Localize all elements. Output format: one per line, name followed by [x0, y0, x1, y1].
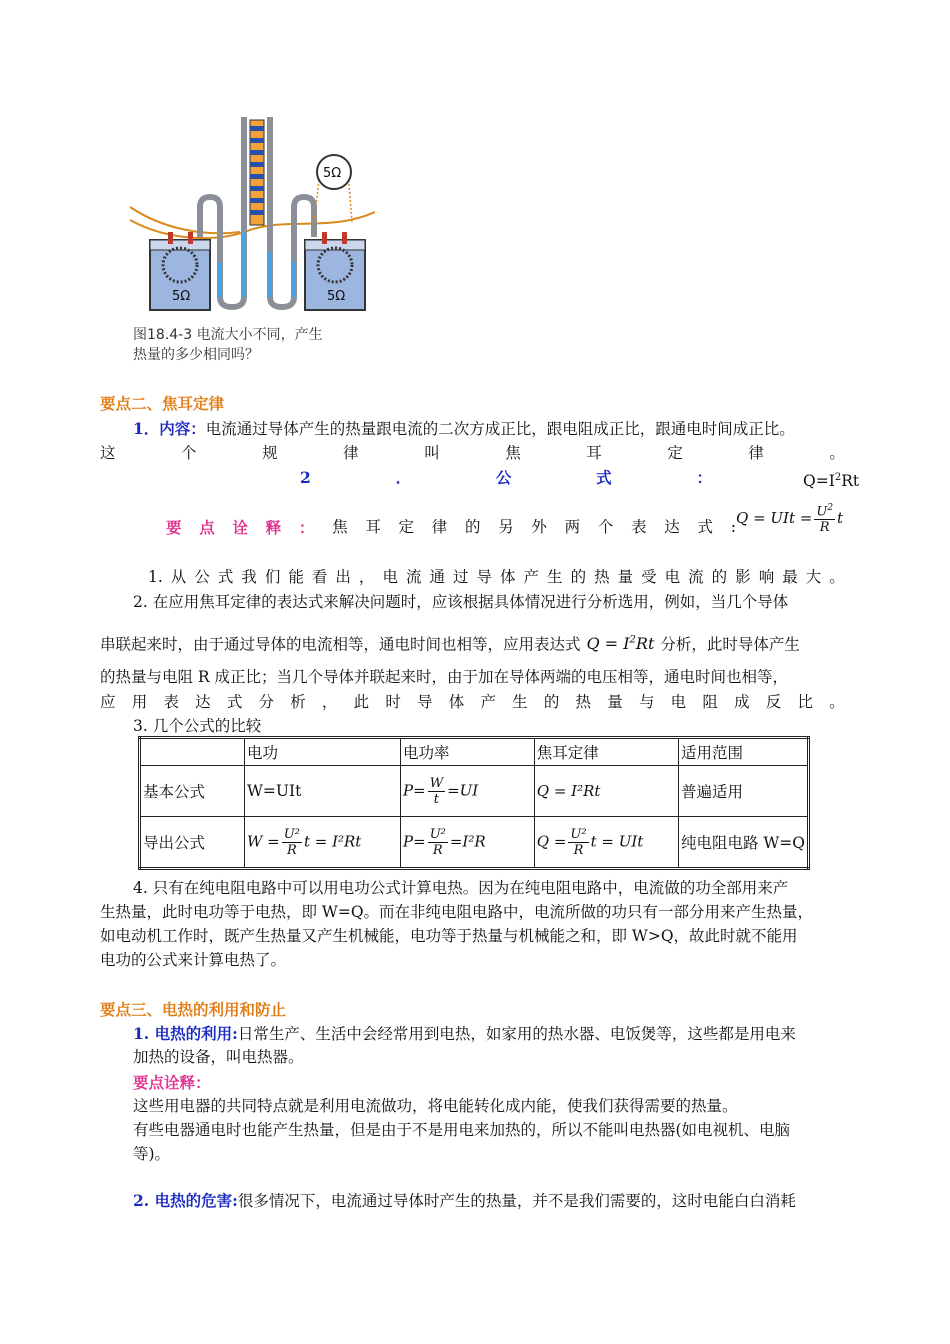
justified-char: 律: [748, 444, 764, 462]
justified-char: 公: [495, 468, 512, 487]
justified-char: 热: [575, 693, 592, 711]
justified-char: 看: [311, 568, 328, 586]
section3-item1-cont: 加热的设备，叫电热器。: [133, 1048, 304, 1066]
p2-line1: 2. 在应用焦耳定律的表达式来解决问题时，应该根据具体情况进行分析选用，例如，当几个导体: [133, 593, 789, 611]
justified-char: 比: [797, 693, 813, 711]
apparatus-illustration: [130, 112, 375, 327]
justified-char: 应: [100, 693, 116, 711]
justified-char: 释: [265, 518, 282, 537]
justified-char: 流: [688, 568, 704, 586]
table-row: [140, 817, 809, 869]
p4-line4: 电功的公式来计算电热了。: [100, 951, 287, 969]
section3-note-line3: 等)。: [133, 1145, 171, 1163]
justified-char: 焦: [332, 518, 348, 536]
justified-char: 热: [594, 568, 610, 586]
justified-char: 阻: [702, 693, 718, 711]
justified-char: 2: [300, 468, 311, 487]
table-header-cell: [140, 738, 245, 766]
justified-char: 焦: [505, 444, 521, 462]
justified-char: 能: [288, 568, 304, 586]
justified-char: 1.: [148, 568, 163, 586]
section3-item1: 1. 电热的利用:日常生产、生活中会经常用到电热，如家用的热水器、电饭煲等，这些都是用电来: [133, 1024, 796, 1043]
justified-char: 诠: [232, 518, 248, 537]
right-resistor-label: 5Ω: [327, 289, 346, 304]
justified-char: 从: [170, 568, 187, 586]
joule-basic: Q = I²Rt: [534, 766, 678, 817]
section3-note-line2: 有些电器通电时也能产生热量，但是由于不是用电来加热的，所以不能叫电热器(如电视机、电脑: [133, 1121, 791, 1139]
justified-char: 成: [734, 693, 750, 711]
justified-char: 。: [829, 568, 845, 586]
justified-char: 叫: [424, 444, 440, 462]
note-line: [166, 515, 736, 540]
section3-note-label: 要点诠释：: [133, 1073, 211, 1092]
section3-heading: 要点三、电热的利用和防止: [100, 1000, 287, 1019]
justified-char: 。: [829, 693, 845, 711]
justified-char: 的: [570, 568, 587, 586]
formula-comparison-table: [138, 736, 810, 870]
justified-char: 的: [464, 518, 481, 536]
table-header-cell: 焦耳定律: [534, 738, 678, 766]
justified-char: 生: [547, 568, 563, 586]
justified-char: 个: [597, 518, 614, 536]
power-basic: P= $\frac{W}{t}$ =UI: [401, 766, 535, 817]
justified-char: ．: [395, 468, 412, 487]
justified-char: 另: [498, 518, 514, 536]
justified-char: 式: [596, 468, 612, 487]
justified-char: 达: [195, 693, 211, 711]
item1-continuation: [100, 441, 845, 466]
justified-char: 大: [805, 568, 822, 586]
row-label: 基本公式: [140, 766, 245, 817]
justified-char: 过: [452, 568, 469, 586]
justified-char: 电: [664, 568, 681, 586]
p2-line3: 的热量与电阻 R 成正比；当几个导体并联起来时，由于加在导体两端的电压相等，通电时间也相等，: [100, 668, 789, 686]
justified-char: 响: [758, 568, 775, 586]
justified-char: 析: [290, 693, 306, 711]
justified-char: 耳: [365, 518, 381, 536]
justified-char: 律: [343, 444, 359, 462]
item1-text: 电流通过导体产生的热量跟电流的二次方成正比，跟电阻成正比，跟通电时间成正比。: [205, 420, 795, 438]
justified-char: 要: [166, 518, 182, 537]
justified-char: 受: [641, 568, 657, 586]
justified-char: 流: [405, 568, 422, 586]
justified-char: 外: [531, 518, 547, 536]
row-label: 导出公式: [140, 817, 245, 869]
justified-char: 公: [194, 568, 210, 586]
justified-char: 规: [262, 444, 278, 462]
item2-label: [300, 465, 712, 490]
justified-char: 。: [829, 444, 845, 462]
figure-caption: 图18.4-3 电流大小不同，产生 热量的多少相同吗？: [133, 327, 323, 363]
scope-derived: 纯电阻电路 W=Q: [678, 817, 808, 869]
justified-char: 导: [417, 693, 433, 711]
p3-title: 3. 几个公式的比较: [133, 717, 262, 735]
justified-char: 此: [353, 693, 370, 711]
justified-char: 这: [100, 444, 116, 462]
justified-char: ，: [358, 568, 375, 586]
justified-char: 达: [664, 518, 680, 536]
justified-char: 式: [226, 693, 243, 711]
work-basic: W=UIt: [245, 766, 401, 817]
section3-item2: 2. 电热的危害:很多情况下，电流通过导体时产生的热量，并不是我们需要的，这时电能白白消耗: [133, 1191, 796, 1210]
p1-line: [148, 565, 845, 590]
justified-char: 分: [258, 693, 275, 711]
justified-char: 体: [500, 568, 516, 586]
work-derived: W = $\frac{\text{U²}}{R}$ t = I²Rt: [245, 817, 401, 869]
power-derived: P= $\frac{\text{U²}}{R}$ =I²R: [401, 817, 535, 869]
table-header-cell: 电功率: [401, 738, 535, 766]
left-resistor-label: 5Ω: [172, 289, 191, 304]
justified-char: 耳: [586, 444, 602, 462]
justified-char: 电: [382, 568, 398, 586]
justified-char: 点: [199, 518, 215, 537]
section2-heading: 要点二、焦耳定律: [100, 394, 225, 413]
justified-char: 表: [163, 693, 179, 711]
justified-char: 两: [564, 518, 581, 536]
top-resistor-label: 5Ω: [323, 166, 342, 181]
note-formula: Q = UIt = $\frac{U^2}{R}$ t: [736, 502, 844, 536]
p4-line1: 4. 只有在纯电阻电路中可以用电功公式计算电热。因为在纯电阻电路中，电流做的功全部用来产: [133, 879, 789, 897]
justified-char: 我: [241, 568, 257, 586]
justified-char: 体: [448, 693, 465, 711]
p4-line3: 如电动机工作时，既产生热量又产生机械能，电功等于热量与机械能之和，即 W>Q，故此时就不能用: [100, 927, 798, 945]
justified-char: 最: [782, 568, 798, 586]
justified-char: 生: [512, 693, 528, 711]
justified-char: 产: [523, 568, 540, 586]
justified-char: 定: [398, 518, 415, 536]
justified-char: 律: [431, 518, 448, 536]
justified-char: 用: [131, 693, 148, 711]
justified-char: 时: [385, 693, 401, 711]
justified-char: 与: [638, 693, 655, 711]
justified-char: 出: [335, 568, 351, 586]
justified-char: 定: [667, 444, 683, 462]
justified-char: 产: [480, 693, 496, 711]
p2-line4: [100, 690, 845, 715]
justified-char: 式: [217, 568, 234, 586]
joule-derived: Q = $\frac{\text{U²}}{R}$ t = UIt: [534, 817, 678, 869]
justified-char: 个: [181, 444, 197, 462]
justified-char: 量: [617, 568, 634, 586]
item2-formula: $Q=I^2Rt$: [803, 472, 860, 491]
justified-char: 式: [697, 518, 714, 536]
justified-char: 反: [765, 693, 782, 711]
justified-char: 们: [264, 568, 281, 586]
table-header-cell: 电功: [245, 738, 401, 766]
justified-char: 电: [670, 693, 687, 711]
section2-item1: [133, 416, 795, 442]
justified-char: 量: [607, 693, 623, 711]
justified-char: ，: [321, 693, 338, 711]
justified-char: :: [730, 518, 736, 536]
justified-char: 导: [476, 568, 493, 586]
p4-line2: 生热量，此时电功等于电热，即 W=Q。而在非纯电阻电路中，电流所做的功只有一部分用来产生热量，: [100, 903, 814, 921]
item1-label: 1．内容：: [133, 419, 206, 438]
table-header-cell: 适用范围: [678, 738, 808, 766]
series-formula: $Q = I^2Rt$: [586, 634, 655, 654]
justified-char: 表: [631, 518, 647, 536]
justified-char: ：: [298, 518, 315, 537]
justified-char: 影: [735, 568, 751, 586]
justified-char: ：: [696, 468, 712, 487]
p2-line2: 串联起来时，由于通过导体的电流相等，通电时间也相等，应用表达式 $Q = I^2Rt$ 分析，此时导体产生: [100, 634, 800, 654]
section3-note-line1: 这些用电器的共同特点就是利用电流做功，将电能转化成内能，使我们获得需要的热量。: [133, 1097, 738, 1115]
table-row: [140, 766, 809, 817]
scope-basic: 普遍适用: [678, 766, 808, 817]
justified-char: 的: [711, 568, 728, 586]
table-header-row: [140, 738, 809, 766]
justified-char: 的: [543, 693, 560, 711]
justified-char: 通: [429, 568, 445, 586]
